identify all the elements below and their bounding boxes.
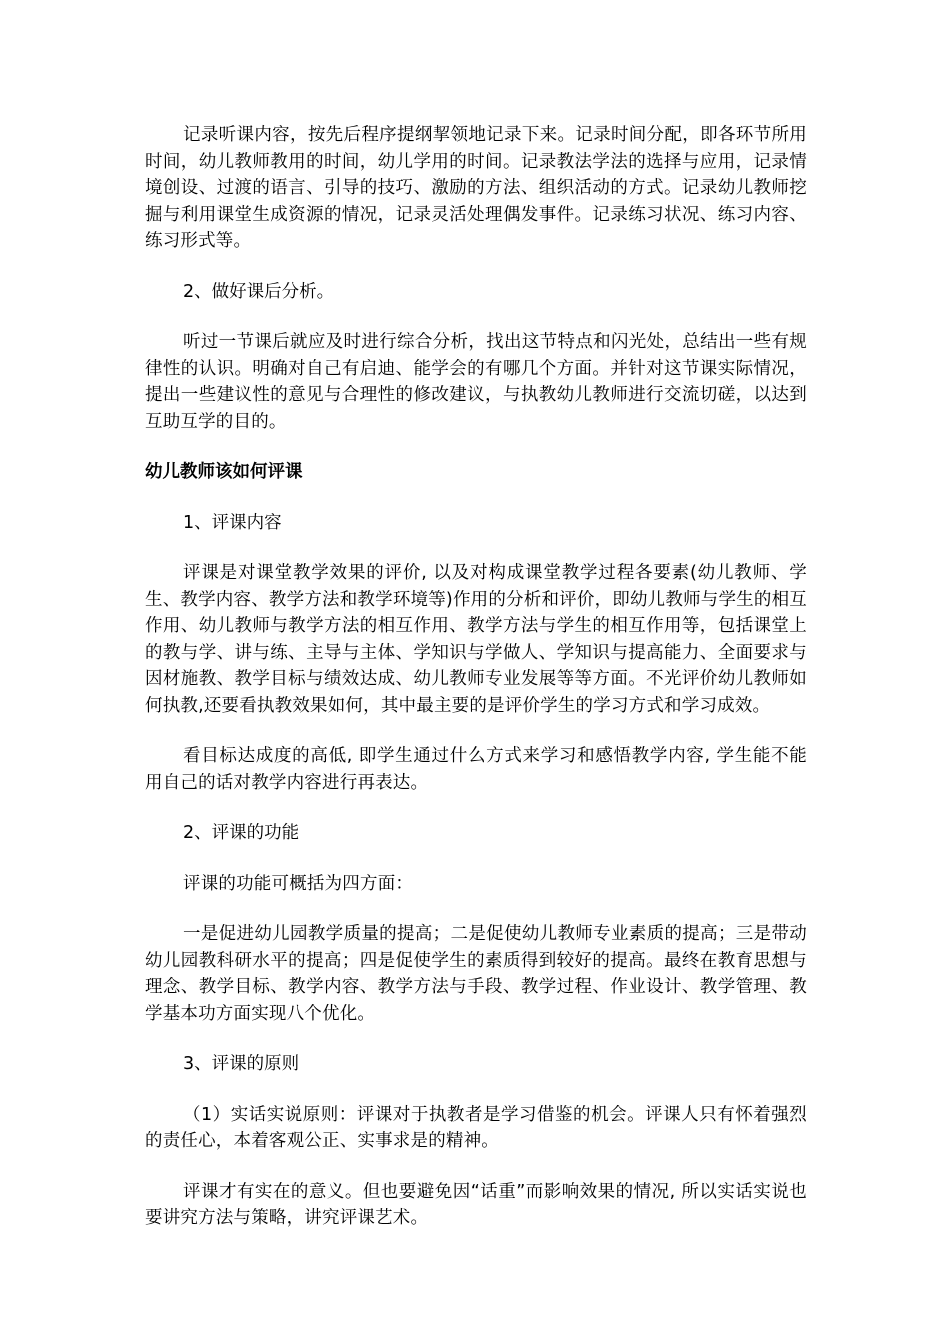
paragraph-analysis: 听过一节课后就应及时进行综合分析，找出这节特点和闪光处，总结出一些有规律性的认识。明确对自己有启迪、能学会的有哪几个方面。并针对这节课实际情况，提出一些建议性的意见与合理性的修改建议，与执教幼儿教师进行交流切磋，以达到互助互学的目的。 — [145, 332, 807, 432]
document-page — [145, 122, 807, 1256]
subheading-evaluation-function: 2、评课的功能 — [183, 823, 300, 843]
paragraph-goal-achievement: 看目标达成度的高低, 即学生通过什么方式来学习和感悟教学内容, 学生能不能用自己的话对教学内容进行再表达。 — [145, 746, 807, 793]
paragraph-evaluation-definition: 评课是对课堂教学效果的评价, 以及对构成课堂教学过程各要素(幼儿教师、学生、教学内容、教学方法和教学环境等)作用的分析和评价，即幼儿教师与学生的相互作用、幼儿教师与教学方法的相互作用、教学方法与学生的相互作用等，包括课堂上的教与学、讲与练、主导与主体、学知识与学做人、学知识与提高能力、全面要求与因材施教、教学目标与绩效达成、幼儿教师专业发展等等方面。不光评价幼儿教师如何执教,还要看执教效果如何，其中最主要的是评价学生的学习方式和学习成效。 — [145, 563, 807, 716]
paragraph-principle-honesty: （1）实话实说原则：评课对于执教者是学习借鉴的机会。评课人只有怀着强烈的责任心，本着客观公正、实事求是的精神。 — [145, 1104, 807, 1151]
paragraph-four-aspects: 一是促进幼儿园教学质量的提高；二是促使幼儿教师专业素质的提高；三是带动幼儿园教科研水平的提高；四是促使学生的素质得到较好的提高。最终在教育思想与理念、教学目标、教学内容、教学方法与手段、教学过程、作业设计、教学管理、教学基本功方面实现八个优化。 — [145, 924, 807, 1024]
subheading-evaluation-principles: 3、评课的原则 — [183, 1054, 300, 1074]
subheading-evaluation-content: 1、评课内容 — [183, 512, 282, 533]
item-post-class-analysis: 2、做好课后分析。 — [183, 281, 335, 302]
section-heading: 幼儿教师该如何评课 — [145, 462, 303, 482]
paragraph-record-content: 记录听课内容，按先后程序提纲挈领地记录下来。记录时间分配，即各环节所用时间，幼儿教师教用的时间，幼儿学用的时间。记录教法学法的选择与应用，记录情境创设、过渡的语言、引导的技巧、激励的方法、组织活动的方式。记录幼儿教师挖掘与利用课堂生成资源的情况，记录灵活处理偶发事件。记录练习状况、练习内容、练习形式等。 — [145, 125, 807, 251]
paragraph-function-summary: 评课的功能可概括为四方面： — [183, 873, 414, 894]
paragraph-principle-meaning: 评课才有实在的意义。但也要避免因“话重”而影响效果的情况, 所以实话实说也要讲究方法与策略，讲究评课艺术。 — [145, 1181, 807, 1228]
